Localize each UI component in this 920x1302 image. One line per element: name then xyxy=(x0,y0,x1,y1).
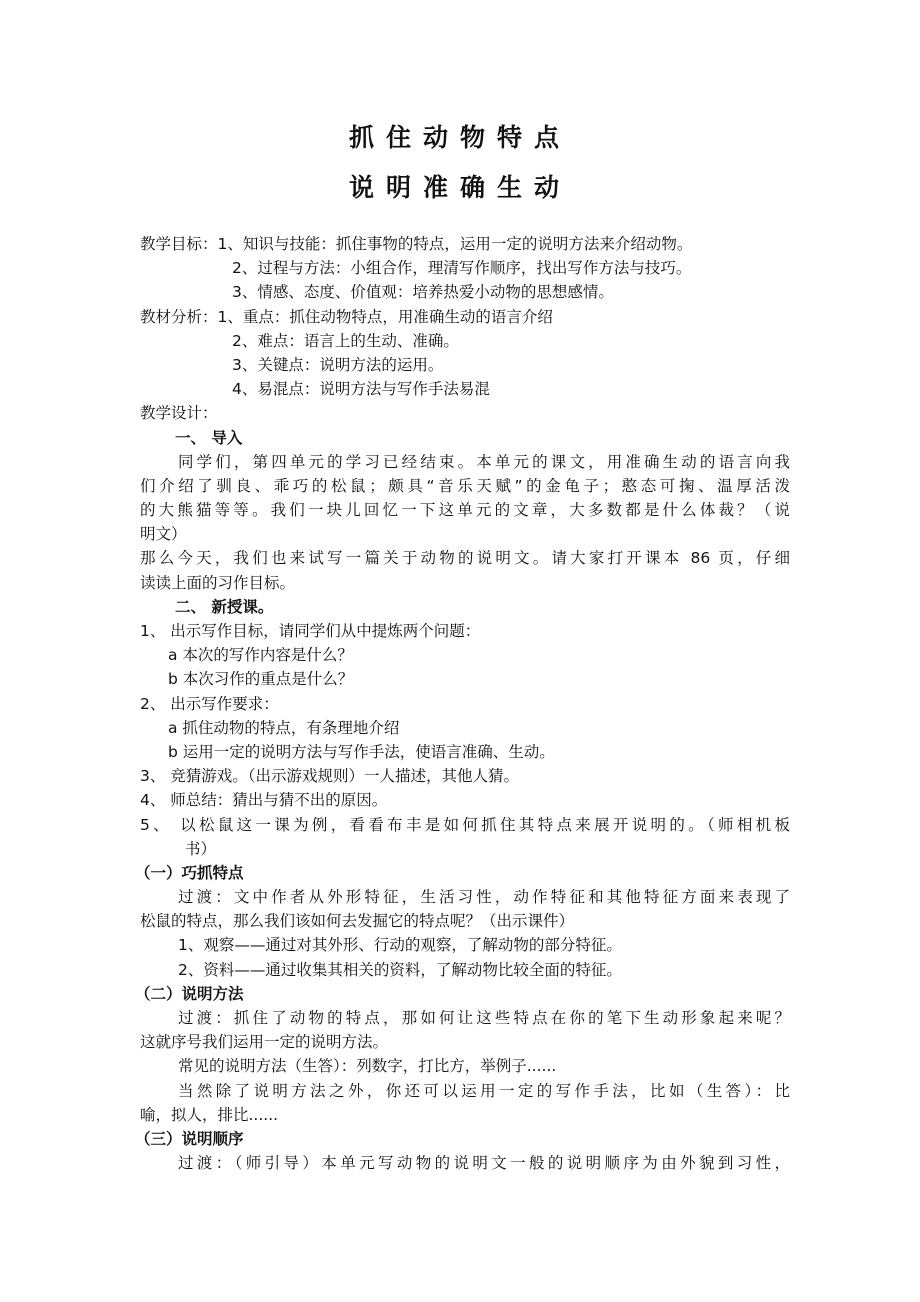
line-text: 4、易混点：说明方法与写作手法易混 xyxy=(232,380,490,399)
section-heading xyxy=(0,1127,920,1151)
line-text: 们介绍了驯良、乖巧的松鼠；颇具“音乐天赋”的金龟子；憨态可掬、温厚活泼 xyxy=(140,476,790,495)
text-line xyxy=(0,1030,920,1054)
text-line xyxy=(0,1103,920,1127)
text-line xyxy=(0,498,920,522)
line-text: 常见的说明方法（生答）：列数字，打比方，举例子...... xyxy=(178,1057,557,1076)
text-line xyxy=(0,1006,920,1030)
line-text: 2、过程与方法：小组合作，理清写作顺序，找出写作方法与技巧。 xyxy=(232,259,692,278)
text-line xyxy=(0,571,920,595)
line-text: 2、资料——通过收集其相关的资料，了解动物比较全面的特征。 xyxy=(178,960,622,979)
text-line xyxy=(0,958,920,982)
line-text: 二、 新授课。 xyxy=(175,597,274,616)
line-text: 3、关键点：说明方法的运用。 xyxy=(232,355,444,374)
text-line xyxy=(0,450,920,474)
line-text: 这就序号我们运用一定的说明方法。 xyxy=(140,1033,389,1052)
section-heading xyxy=(0,982,920,1006)
text-line xyxy=(0,643,920,667)
text-line xyxy=(0,474,920,498)
line-text: （三）说明顺序 xyxy=(135,1129,244,1148)
text-line xyxy=(0,885,920,909)
text-line xyxy=(0,764,920,788)
line-text: 松鼠的特点，那么我们该如何去发掘它的特点呢？（出示课件） xyxy=(140,912,575,931)
watermark: www.zixin.com.cn xyxy=(420,601,831,659)
line-text: 喻，拟人，排比...... xyxy=(140,1105,279,1124)
text-line xyxy=(0,546,920,570)
text-line xyxy=(0,813,920,837)
document-subtitle: 说明准确生动 xyxy=(348,173,571,202)
text-line xyxy=(0,1054,920,1078)
line-text: a 本次的写作内容是什么？ xyxy=(168,646,353,665)
text-line xyxy=(0,305,920,329)
text-line xyxy=(0,329,920,353)
line-text: 教学设计： xyxy=(140,404,218,423)
text-line xyxy=(0,401,920,425)
text-line xyxy=(0,740,920,764)
line-text: 3、情感、态度、价值观：培养热爱小动物的思想感情。 xyxy=(232,283,614,302)
line-text: 书） xyxy=(185,839,217,858)
line-text: 3、 竞猜游戏。（出示游戏规则）一人描述，其他人猜。 xyxy=(140,767,520,786)
text-line xyxy=(0,1079,920,1103)
text-line xyxy=(0,667,920,691)
text-line xyxy=(0,1151,920,1175)
line-text: 1、 出示写作目标，请同学们从中提炼两个问题： xyxy=(140,622,481,640)
text-line xyxy=(0,909,920,933)
text-line xyxy=(0,933,920,957)
document-title: 抓住动物特点 xyxy=(348,123,571,152)
line-text: 那么今天，我们也来试写一篇关于动物的说明文。请大家打开课本 86 页，仔细 xyxy=(140,549,790,568)
line-text: b 本次习作的重点是什么？ xyxy=(168,670,354,689)
text-line xyxy=(0,619,920,643)
line-text: 5、 以松鼠这一课为例，看看布丰是如何抓住其特点来展开说明的。（师相机板 xyxy=(140,815,790,834)
line-text: b 运用一定的说明方法与写作手法，使语言准确、生动。 xyxy=(168,742,555,761)
line-text: 过渡：抓住了动物的特点，那如何让这些特点在你的笔下生动形象起来呢？ xyxy=(178,1009,790,1027)
document-body xyxy=(0,232,920,1175)
line-text: 明文） xyxy=(140,525,187,544)
text-line xyxy=(0,256,920,280)
text-line xyxy=(0,377,920,401)
text-line xyxy=(0,280,920,304)
text-line xyxy=(0,716,920,740)
line-text: 2、难点：语言上的生动、准确。 xyxy=(232,331,459,350)
line-text: 教学目标：1、知识与技能：抓住事物的特点，运用一定的说明方法来介绍动物。 xyxy=(140,235,693,253)
line-text: （一）巧抓特点 xyxy=(135,863,244,882)
line-text: 的大熊猫等等。我们一块儿回忆一下这单元的文章，大多数都是什么体裁？（说 xyxy=(140,501,790,520)
line-text: 当然除了说明方法之外，你还可以运用一定的写作手法，比如（生答）：比 xyxy=(178,1081,790,1100)
line-text: （二）说明方法 xyxy=(135,984,244,1003)
line-text: 过渡：（师引导）本单元写动物的说明文一般的说明顺序为由外貌到习性， xyxy=(178,1154,790,1173)
text-line xyxy=(0,353,920,377)
line-text: 一、 导入 xyxy=(175,428,243,447)
line-text: 2、 出示写作要求： xyxy=(140,694,279,713)
line-text: 同学们，第四单元的学习已经结束。本单元的课文，用准确生动的语言向我 xyxy=(178,452,790,471)
section-heading xyxy=(0,861,920,885)
line-text: 1、观察——通过对其外形、行动的观察，了解动物的部分特征。 xyxy=(178,936,622,955)
text-line xyxy=(0,788,920,812)
line-text: 4、 师总结：猜出与猜不出的原因。 xyxy=(140,791,388,810)
text-line xyxy=(0,232,920,256)
section-heading xyxy=(0,595,920,619)
line-text: 教材分析：1、重点：抓住动物特点，用准确生动的语言介绍 xyxy=(140,307,553,326)
text-line xyxy=(0,692,920,716)
line-text: 过渡：文中作者从外形特征，生活习性，动作特征和其他特征方面来表现了 xyxy=(178,888,790,907)
text-line xyxy=(0,837,920,861)
text-line xyxy=(0,522,920,546)
section-heading xyxy=(0,426,920,450)
line-text: a 抓住动物的特点，有条理地介绍 xyxy=(168,718,400,737)
line-text: 读读上面的习作目标。 xyxy=(140,573,296,592)
